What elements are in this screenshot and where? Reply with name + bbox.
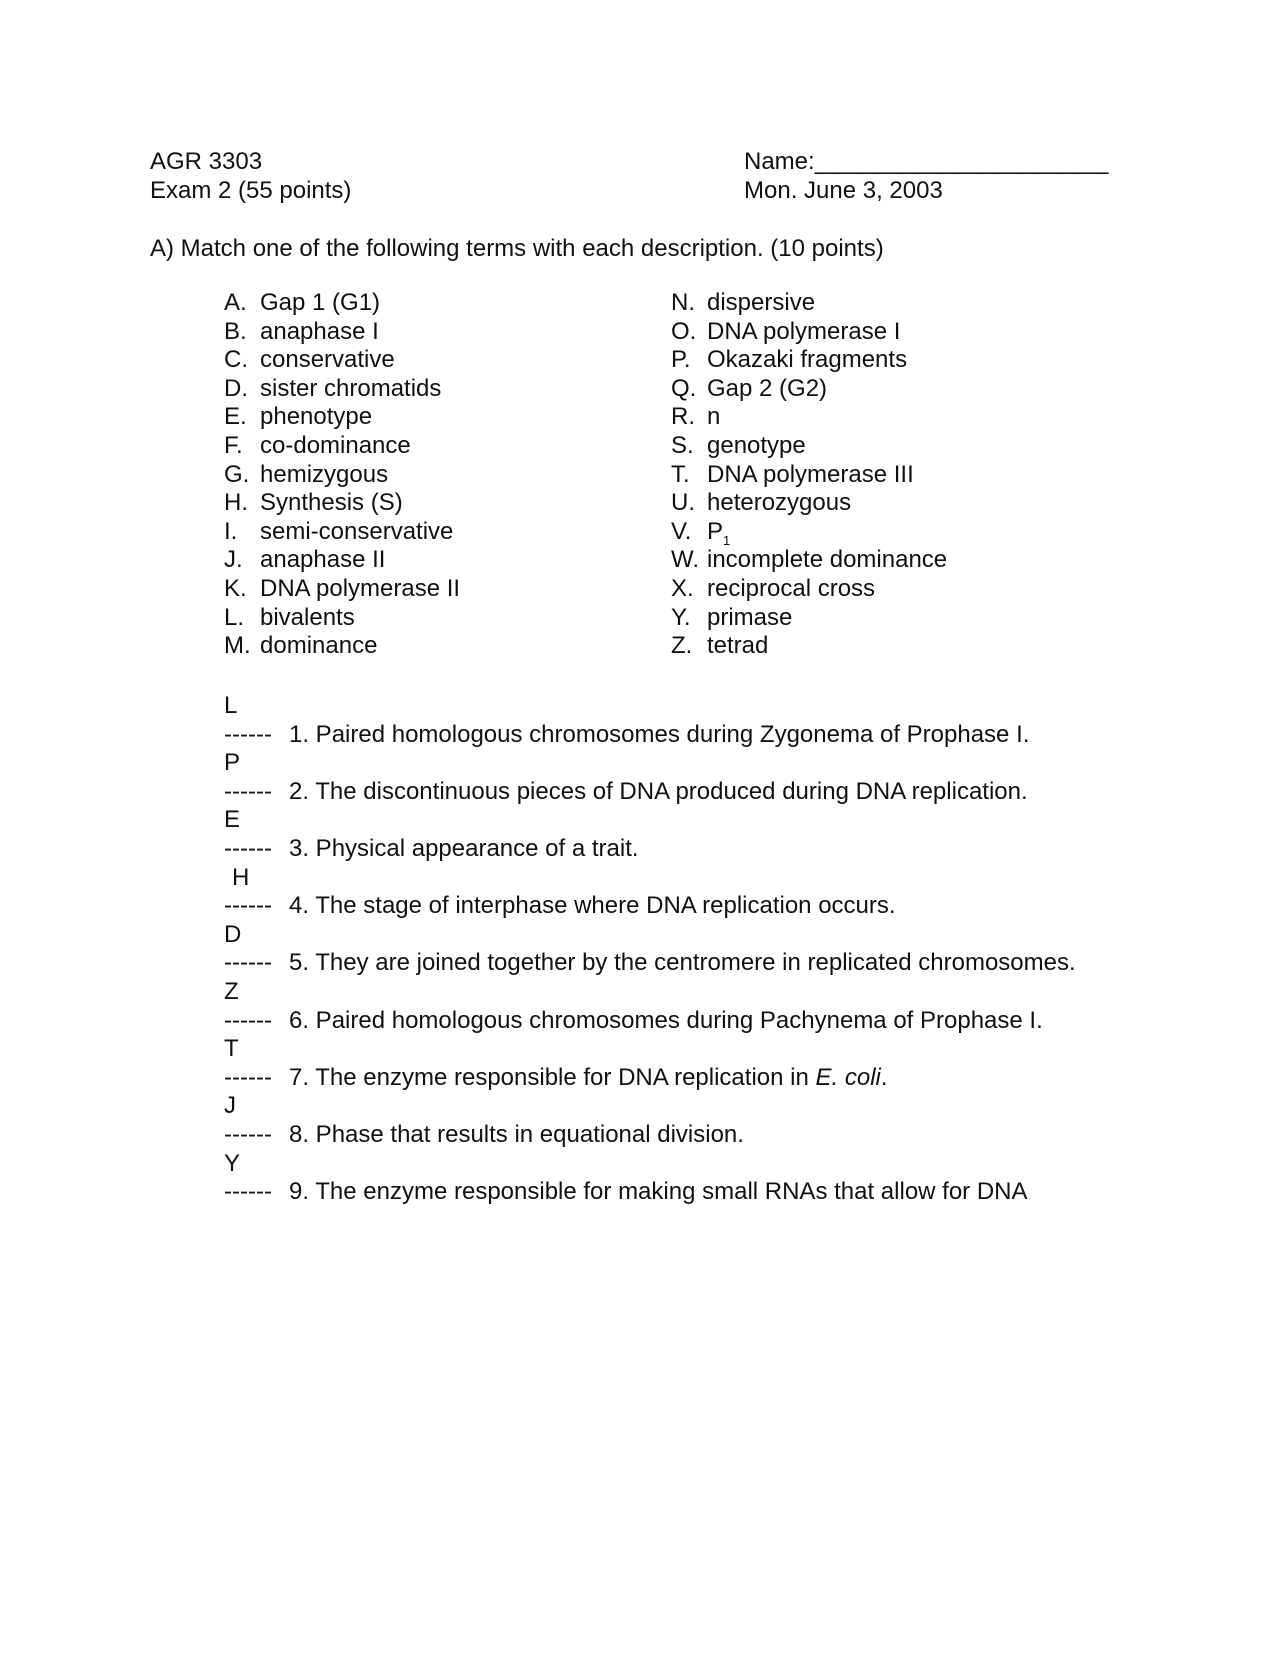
question-text: 5. They are joined together by the centromere in replicated chromosomes.: [289, 949, 1076, 977]
term-label: DNA polymerase III: [707, 460, 914, 488]
term-letter: Q.: [671, 374, 697, 402]
exam-title: Exam 2 (55 points): [150, 177, 352, 204]
term-item: [671, 375, 947, 404]
term-item: [224, 632, 460, 661]
term-item: [671, 489, 947, 518]
term-label: tetrad: [707, 632, 769, 660]
term-item: [224, 403, 460, 432]
term-label: bivalents: [260, 603, 355, 631]
term-item: [224, 289, 460, 318]
answer-blank: ------: [224, 777, 272, 805]
term-item: [671, 403, 947, 432]
term-letter: C.: [224, 346, 248, 374]
term-item: [671, 346, 947, 375]
question-text: 6. Paired homologous chromosomes during Pachynema of Prophase I.: [289, 1006, 1043, 1034]
answer-text[interactable]: Y: [224, 1149, 241, 1177]
term-letter: H.: [224, 489, 248, 517]
term-letter: R.: [671, 403, 695, 431]
term-label: Okazaki fragments: [707, 346, 908, 374]
term-label: n: [707, 403, 721, 431]
term-item: [224, 518, 460, 547]
answer-text[interactable]: H: [232, 863, 250, 891]
term-letter: Z.: [671, 632, 693, 660]
term-item: [671, 318, 947, 347]
term-label: DNA polymerase II: [260, 574, 461, 602]
term-label: sister chromatids: [260, 374, 442, 402]
term-item: [671, 632, 947, 661]
term-label: conservative: [260, 346, 395, 374]
answer-text[interactable]: P: [224, 749, 241, 777]
answer-text[interactable]: T: [224, 1035, 239, 1063]
answer-text[interactable]: E: [224, 806, 241, 834]
term-letter: Y.: [671, 603, 691, 631]
term-label: anaphase I: [260, 317, 379, 345]
term-item: [671, 432, 947, 461]
term-letter: P.: [671, 346, 691, 374]
term-item: [671, 604, 947, 633]
term-label: Gap 1 (G1): [260, 289, 381, 316]
term-item: [671, 575, 947, 604]
term-letter: F.: [224, 431, 243, 459]
term-item: [224, 546, 460, 575]
answer-text[interactable]: J: [224, 1092, 236, 1120]
term-letter: I.: [224, 517, 238, 545]
answer-blank: ------: [224, 892, 272, 920]
answer-blank: ------: [224, 1178, 272, 1206]
term-item: [224, 318, 460, 347]
term-label: Synthesis (S): [260, 489, 403, 517]
term-item: [671, 518, 947, 547]
answer-text[interactable]: Z: [224, 977, 239, 1005]
term-label: reciprocal cross: [707, 574, 876, 602]
answer-blank: ------: [224, 1006, 272, 1034]
name-label: Name:: [744, 148, 815, 175]
term-label: primase: [707, 603, 793, 631]
question-text: 4. The stage of interphase where DNA replication occurs.: [289, 892, 896, 920]
question-text: 2. The discontinuous pieces of DNA produced during DNA replication.: [289, 777, 1028, 805]
name-line: ______________________: [814, 148, 1109, 175]
exam-date: Mon. June 3, 2003: [744, 177, 943, 204]
term-list-right: [671, 289, 947, 661]
term-letter: E.: [224, 403, 247, 431]
term-letter: T.: [671, 460, 690, 488]
question-text: 8. Phase that results in equational division.: [289, 1120, 744, 1148]
term-label: DNA polymerase I: [707, 317, 901, 345]
term-item: [671, 546, 947, 575]
term-letter: B.: [224, 317, 247, 345]
term-label: dispersive: [707, 289, 816, 316]
answer-blank: ------: [224, 949, 272, 977]
term-letter: V.: [671, 517, 692, 545]
term-label: anaphase II: [260, 546, 386, 574]
term-item: [224, 604, 460, 633]
term-letter: N.: [671, 289, 695, 316]
term-label: co-dominance: [260, 431, 411, 459]
term-letter: X.: [671, 574, 694, 602]
term-label-text: P: [707, 517, 724, 545]
term-item: [224, 461, 460, 490]
question-text-after: .: [880, 1063, 888, 1091]
answer-blank: ------: [224, 834, 272, 862]
term-list-left: [224, 289, 460, 661]
term-letter: L.: [224, 603, 245, 631]
term-item: [224, 575, 460, 604]
term-letter: K.: [224, 574, 247, 602]
answer-text[interactable]: L: [224, 692, 238, 719]
term-letter: J.: [224, 546, 243, 574]
term-letter: O.: [671, 317, 697, 345]
question-text: 9. The enzyme responsible for making small RNAs that allow for DNA: [289, 1178, 1028, 1206]
term-label: phenotype: [260, 403, 373, 431]
question-text: 1. Paired homologous chromosomes during Zygonema of Prophase I.: [289, 720, 1030, 748]
term-label: heterozygous: [707, 489, 852, 517]
question-text: 3. Physical appearance of a trait.: [289, 834, 639, 862]
term-letter: M.: [224, 632, 251, 660]
answer-blank: ------: [224, 1063, 272, 1091]
term-label: hemizygous: [260, 460, 389, 488]
term-label: [707, 518, 730, 550]
term-letter: W.: [671, 546, 699, 574]
term-item: [671, 289, 947, 318]
question-text-main: 7. The enzyme responsible for DNA replication in: [289, 1063, 816, 1091]
term-label: genotype: [707, 431, 806, 459]
answer-blank: ------: [224, 720, 272, 748]
term-label: Gap 2 (G2): [707, 374, 828, 402]
question-text: [289, 1064, 888, 1092]
term-letter: G.: [224, 460, 250, 488]
answer-blank: ------: [224, 1120, 272, 1148]
term-label: semi-conservative: [260, 517, 454, 545]
term-item: [224, 346, 460, 375]
term-subscript: 1: [723, 532, 731, 548]
term-label: incomplete dominance: [707, 546, 948, 574]
term-item: [671, 461, 947, 490]
term-item: [224, 489, 460, 518]
term-label: dominance: [260, 632, 378, 660]
term-letter: S.: [671, 431, 694, 459]
section-a-instructions: A) Match one of the following terms with each description. (10 points): [150, 235, 884, 262]
term-letter: D.: [224, 374, 248, 402]
question-text-italic: E. coli: [815, 1063, 881, 1091]
answer-text[interactable]: D: [224, 920, 242, 948]
name-field: [744, 148, 1108, 176]
term-item: [224, 432, 460, 461]
term-letter: A.: [224, 289, 247, 316]
term-letter: U.: [671, 489, 695, 517]
term-item: [224, 375, 460, 404]
course-code: AGR 3303: [150, 148, 263, 175]
